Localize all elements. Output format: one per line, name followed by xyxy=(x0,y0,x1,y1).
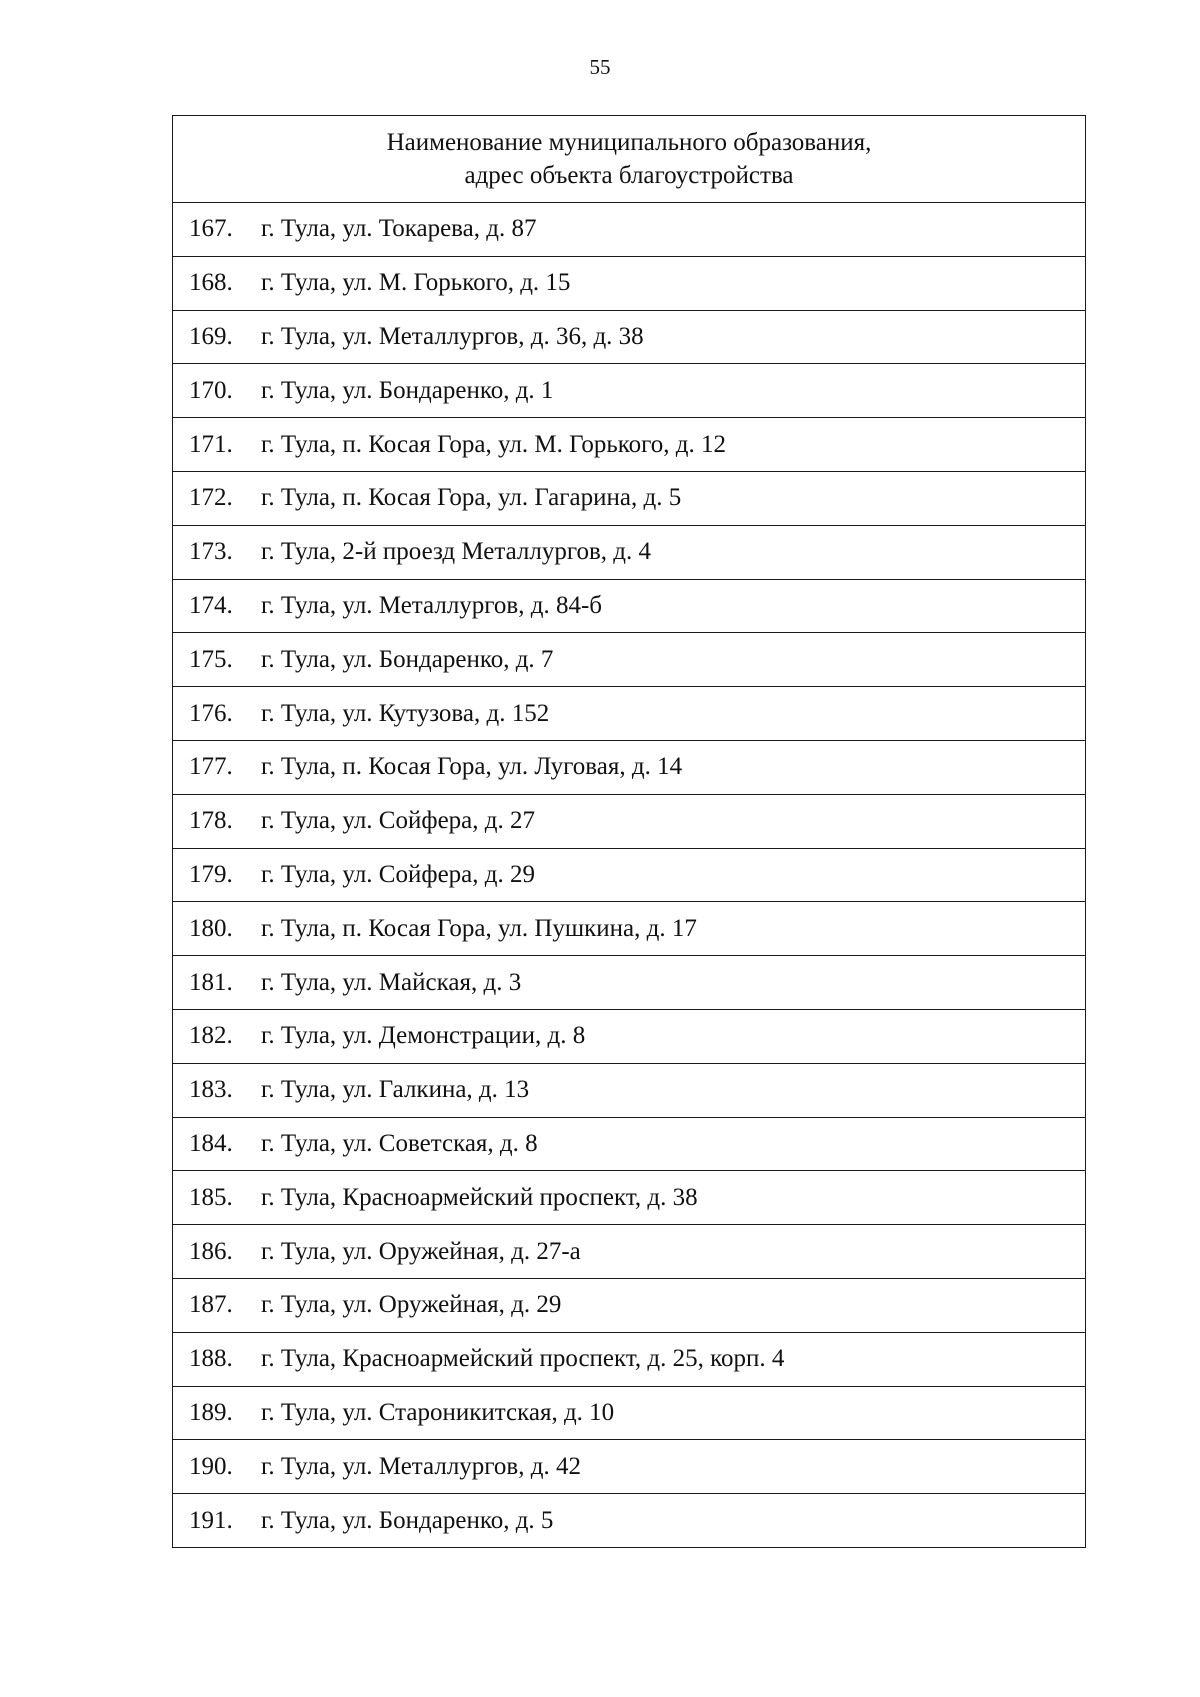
row-address: г. Тула, ул. Токарева, д. 87 xyxy=(261,215,537,243)
row-cell xyxy=(173,740,1086,794)
row-cell xyxy=(173,1332,1086,1386)
table-row xyxy=(173,687,1086,741)
table-row xyxy=(173,579,1086,633)
row-cell xyxy=(173,794,1086,848)
row-cell xyxy=(173,471,1086,525)
header-line-1: Наименование муниципального образования, xyxy=(386,129,872,156)
row-address: г. Тула, ул. Оружейная, д. 27-а xyxy=(261,1237,581,1265)
row-address: г. Тула, ул. М. Горького, д. 15 xyxy=(261,269,571,297)
row-cell xyxy=(173,310,1086,364)
row-cell xyxy=(173,364,1086,418)
row-address: г. Тула, 2-й проезд Металлургов, д. 4 xyxy=(261,538,652,566)
row-cell xyxy=(173,848,1086,902)
row-address: г. Тула, п. Косая Гора, ул. М. Горького, д. 12 xyxy=(261,430,726,458)
row-cell xyxy=(173,687,1086,741)
row-cell xyxy=(173,1440,1086,1494)
table-header-cell xyxy=(173,116,1086,203)
row-cell xyxy=(173,418,1086,472)
row-number: 188. xyxy=(189,1345,233,1373)
row-number: 191. xyxy=(189,1506,233,1534)
row-address: г. Тула, ул. Галкина, д. 13 xyxy=(261,1076,530,1104)
table-row xyxy=(173,256,1086,310)
page-number: 55 xyxy=(589,55,611,79)
table-row xyxy=(173,1494,1086,1548)
row-address: г. Тула, ул. Кутузова, д. 152 xyxy=(261,699,550,727)
row-address: г. Тула, ул. Металлургов, д. 84-б xyxy=(261,591,603,619)
row-number: 177. xyxy=(189,753,233,781)
row-number: 172. xyxy=(189,484,233,512)
table-row xyxy=(173,418,1086,472)
row-address: г. Тула, ул. Демонстрации, д. 8 xyxy=(261,1022,586,1050)
table-row xyxy=(173,1332,1086,1386)
table-row xyxy=(173,1063,1086,1117)
table-row xyxy=(173,1440,1086,1494)
row-cell xyxy=(173,1117,1086,1171)
table-row xyxy=(173,633,1086,687)
row-address: г. Тула, ул. Металлургов, д. 42 xyxy=(261,1452,581,1480)
row-cell xyxy=(173,1171,1086,1225)
row-address: г. Тула, ул. Бондаренко, д. 5 xyxy=(261,1506,554,1534)
row-number: 181. xyxy=(189,968,233,996)
row-cell xyxy=(173,1009,1086,1063)
table-row xyxy=(173,525,1086,579)
row-number: 168. xyxy=(189,269,233,297)
row-cell xyxy=(173,902,1086,956)
table-row xyxy=(173,902,1086,956)
table-row xyxy=(173,1117,1086,1171)
row-number: 173. xyxy=(189,538,233,566)
table-row xyxy=(173,310,1086,364)
row-address: г. Тула, ул. Бондаренко, д. 1 xyxy=(261,376,554,404)
address-table xyxy=(172,115,1086,1548)
row-number: 176. xyxy=(189,699,233,727)
row-number: 189. xyxy=(189,1398,233,1426)
table-row xyxy=(173,364,1086,418)
row-number: 179. xyxy=(189,860,233,888)
row-address: г. Тула, ул. Майская, д. 3 xyxy=(261,968,522,996)
table-row xyxy=(173,794,1086,848)
row-number: 170. xyxy=(189,376,233,404)
row-number: 171. xyxy=(189,430,233,458)
row-cell xyxy=(173,1063,1086,1117)
table-row xyxy=(173,1225,1086,1279)
row-number: 182. xyxy=(189,1022,233,1050)
row-number: 169. xyxy=(189,322,233,350)
row-number: 184. xyxy=(189,1129,233,1157)
row-cell xyxy=(173,203,1086,257)
row-cell xyxy=(173,256,1086,310)
row-cell xyxy=(173,633,1086,687)
row-cell xyxy=(173,1225,1086,1279)
table-row xyxy=(173,203,1086,257)
table-row xyxy=(173,1171,1086,1225)
table-row xyxy=(173,740,1086,794)
table-header-row xyxy=(173,116,1086,203)
row-cell xyxy=(173,1278,1086,1332)
row-cell xyxy=(173,525,1086,579)
table-row xyxy=(173,848,1086,902)
table-row xyxy=(173,1009,1086,1063)
row-cell xyxy=(173,579,1086,633)
row-address: г. Тула, ул. Металлургов, д. 36, д. 38 xyxy=(261,322,644,350)
row-address: г. Тула, Красноармейский проспект, д. 38 xyxy=(261,1183,698,1211)
table-row xyxy=(173,1278,1086,1332)
row-number: 178. xyxy=(189,807,233,835)
row-number: 186. xyxy=(189,1237,233,1265)
row-number: 180. xyxy=(189,914,233,942)
table-row xyxy=(173,471,1086,525)
row-address: г. Тула, ул. Оружейная, д. 29 xyxy=(261,1291,562,1319)
row-number: 167. xyxy=(189,215,233,243)
row-address: г. Тула, Красноармейский проспект, д. 25, корп. 4 xyxy=(261,1345,785,1373)
row-number: 175. xyxy=(189,645,233,673)
row-address: г. Тула, п. Косая Гора, ул. Пушкина, д. 17 xyxy=(261,914,697,942)
row-address: г. Тула, ул. Староникитская, д. 10 xyxy=(261,1398,615,1426)
header-line-2: адрес объекта благоустройства xyxy=(464,162,794,189)
row-address: г. Тула, ул. Сойфера, д. 27 xyxy=(261,807,535,835)
row-address: г. Тула, ул. Бондаренко, д. 7 xyxy=(261,645,554,673)
row-number: 187. xyxy=(189,1291,233,1319)
row-number: 190. xyxy=(189,1452,233,1480)
row-address: г. Тула, ул. Сойфера, д. 29 xyxy=(261,860,535,888)
row-cell xyxy=(173,1386,1086,1440)
row-cell xyxy=(173,1494,1086,1548)
row-number: 185. xyxy=(189,1183,233,1211)
row-address: г. Тула, ул. Советская, д. 8 xyxy=(261,1129,538,1157)
row-cell xyxy=(173,956,1086,1010)
row-number: 183. xyxy=(189,1076,233,1104)
row-address: г. Тула, п. Косая Гора, ул. Луговая, д. 14 xyxy=(261,753,683,781)
row-address: г. Тула, п. Косая Гора, ул. Гагарина, д. 5 xyxy=(261,484,682,512)
table-row xyxy=(173,956,1086,1010)
table-row xyxy=(173,1386,1086,1440)
row-number: 174. xyxy=(189,591,233,619)
